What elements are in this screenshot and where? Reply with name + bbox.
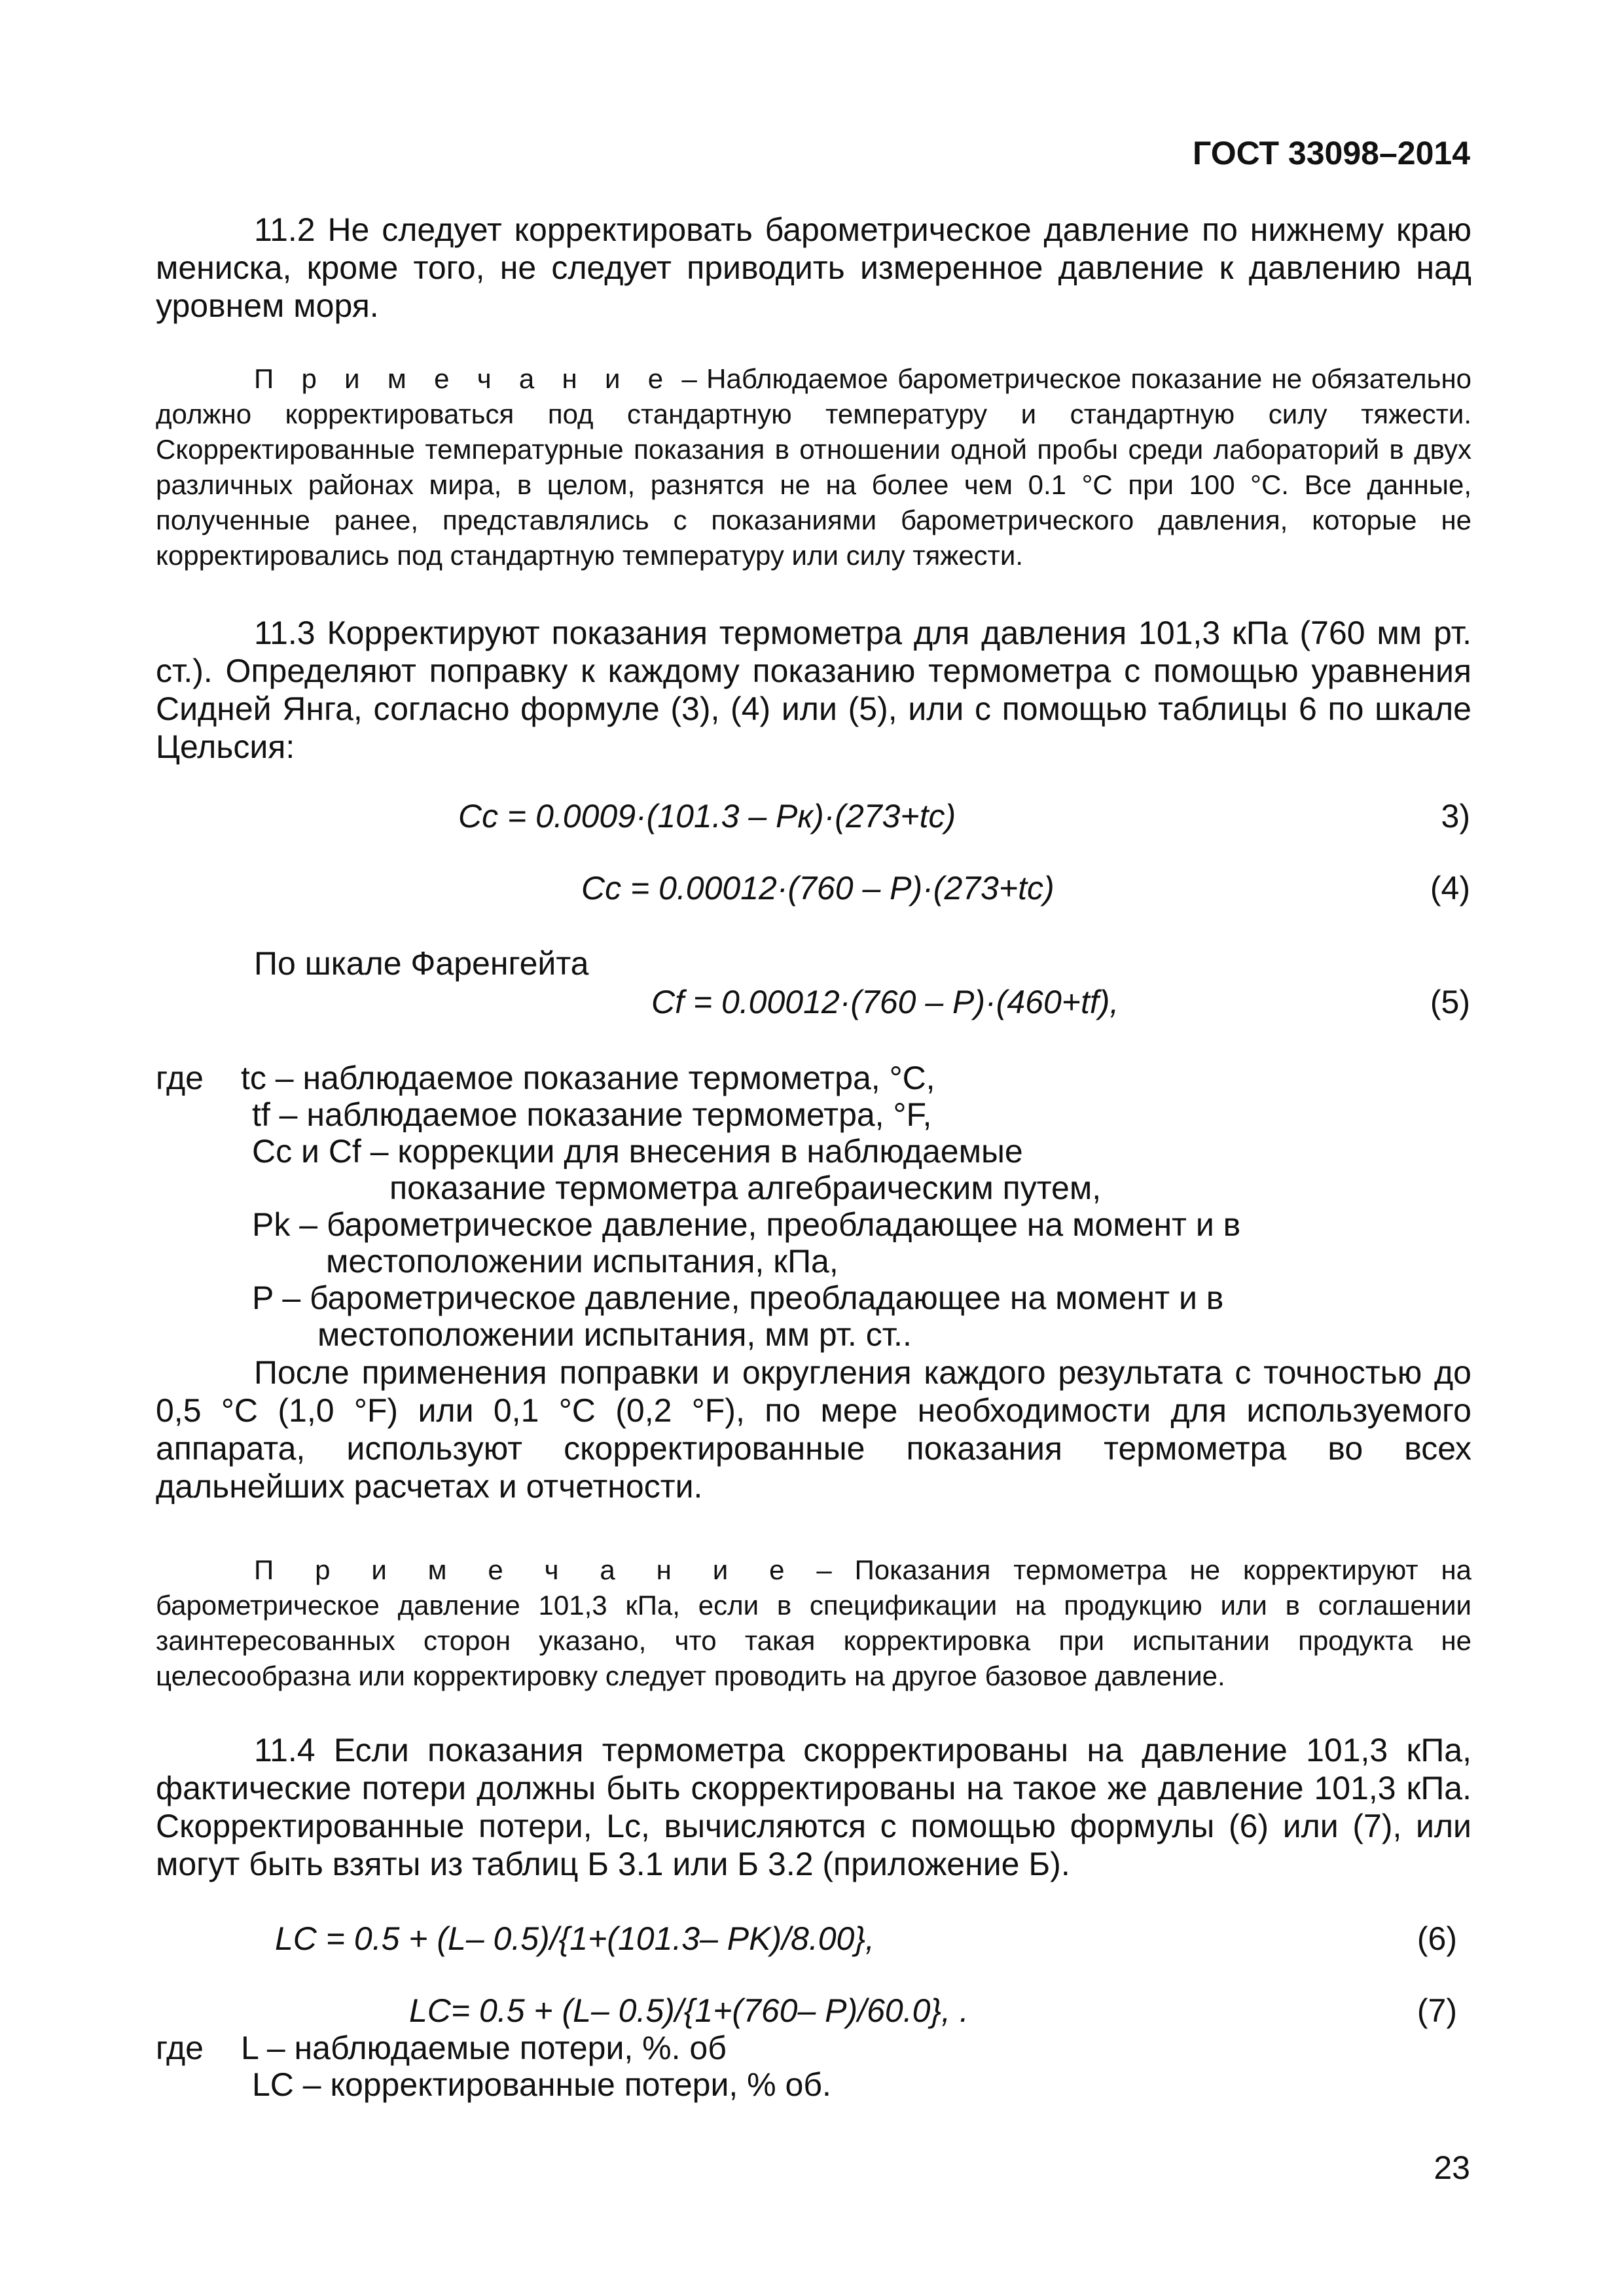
where-label-2: где <box>156 2030 204 2066</box>
definition-p: P – барометрическое давление, преобладающее на момент и в <box>252 1280 1224 1316</box>
formula-6: LC = 0.5 + (L– 0.5)/{1+(101.3– PK)/8.00}, <box>275 1920 875 1957</box>
formula-7-number: (7) <box>1416 1992 1457 2029</box>
definition-cc-cf-cont: показание термометра алгебраическим путем, <box>389 1170 1102 1206</box>
paragraph-11-2: 11.2 Не следует корректировать барометрическое давление по нижнему краю мениска, кроме того, не следует приводить измеренное давление к давлению над уровнем моря. <box>156 211 1471 324</box>
paragraph-after-correction: После применения поправки и округления каждого результата с точностью до 0,5 °С (1,0 °F) или 0,1 °С (0,2 °F), по мере необходимости для используемого аппарата, используют скорректированные показания термометра во всех дальнейших расчетах и отчетности. <box>156 1354 1471 1505</box>
paragraph-11-3: 11.3 Корректируют показания термометра для давления 101,3 кПа (760 мм рт. ст.). Определяют поправку к каждому показанию термометра с помощью уравнения Сидней Янга, согласно формуле (3), (4) или (5), или с помощью таблицы 6 по шкале Цельсия: <box>156 615 1471 765</box>
definition-cc-cf: Cc и Cf – коррекции для внесения в наблюдаемые <box>252 1133 1023 1170</box>
definition-lc: LC – корректированные потери, % об. <box>252 2066 831 2103</box>
definition-tf: tf – наблюдаемое показание термометра, °F, <box>252 1096 932 1133</box>
definition-l: L – наблюдаемые потери, %. об <box>241 2030 727 2066</box>
definition-pk: Pk – барометрическое давление, преобладающее на момент и в <box>252 1206 1241 1243</box>
formula-5: Cf = 0.00012·(760 – P)·(460+tf), <box>651 984 1119 1020</box>
fahrenheit-label: По шкале Фаренгейта <box>254 945 589 982</box>
note-label: П р и м е ч а н и е <box>254 1554 794 1585</box>
formula-4: Cc = 0.00012·(760 – P)·(273+tc) <box>581 870 1055 906</box>
definition-pk-cont: местоположении испытания, кПа, <box>326 1243 839 1280</box>
note-text: – Показания термометра не корректируют на барометрическое давление 101,3 кПа, если в спецификации на продукцию или в соглашении заинтересованных сторон указано, что такая корректировка при испытании продукта не целесообразна или корректировку следует проводить на другое базовое давление. <box>156 1554 1471 1691</box>
formula-5-number: (5) <box>1430 984 1470 1020</box>
definition-p-cont: местоположении испытания, мм рт. ст.. <box>317 1316 912 1353</box>
note-2 <box>156 1552 1471 1694</box>
page-number: 23 <box>1434 2149 1470 2186</box>
formula-7: LC= 0.5 + (L– 0.5)/{1+(760– P)/60.0}, . <box>409 1992 969 2029</box>
note-text: – Наблюдаемое барометрическое показание не обязательно должно корректироваться под стандартную температуру и стандартную силу тяжести. Скорректированные температурные показания в отношении одной пробы среди лабораторий в двух различных районах мира, в целом, разнятся не на более чем 0.1 °С при 100 °С. Все данные, полученные ранее, представлялись с показаниями барометрического давления, которые не корректировались под стандартную температуру или силу тяжести. <box>156 363 1472 571</box>
formula-3-number: 3) <box>1441 798 1470 834</box>
document-code: ГОСТ 33098–2014 <box>1193 135 1470 171</box>
formula-4-number: (4) <box>1430 870 1470 906</box>
definition-tc: tc – наблюдаемое показание термометра, °С, <box>241 1060 935 1096</box>
paragraph-11-4: 11.4 Если показания термометра скорректированы на давление 101,3 кПа, фактические потери должны быть скорректированы на такое же давление 101,3 кПа. Скорректированные потери, Lc, вычисляются с помощью формулы (6) или (7), или могут быть взяты из таблиц Б 3.1 или Б 3.2 (приложение Б). <box>156 1732 1471 1882</box>
formula-6-number: (6) <box>1416 1920 1457 1957</box>
formula-3: Cc = 0.0009·(101.3 – Pк)·(273+tc) <box>458 798 956 834</box>
note-1 <box>156 361 1471 573</box>
where-label: где <box>156 1060 204 1096</box>
note-label: П р и м е ч а н и е <box>254 363 673 394</box>
